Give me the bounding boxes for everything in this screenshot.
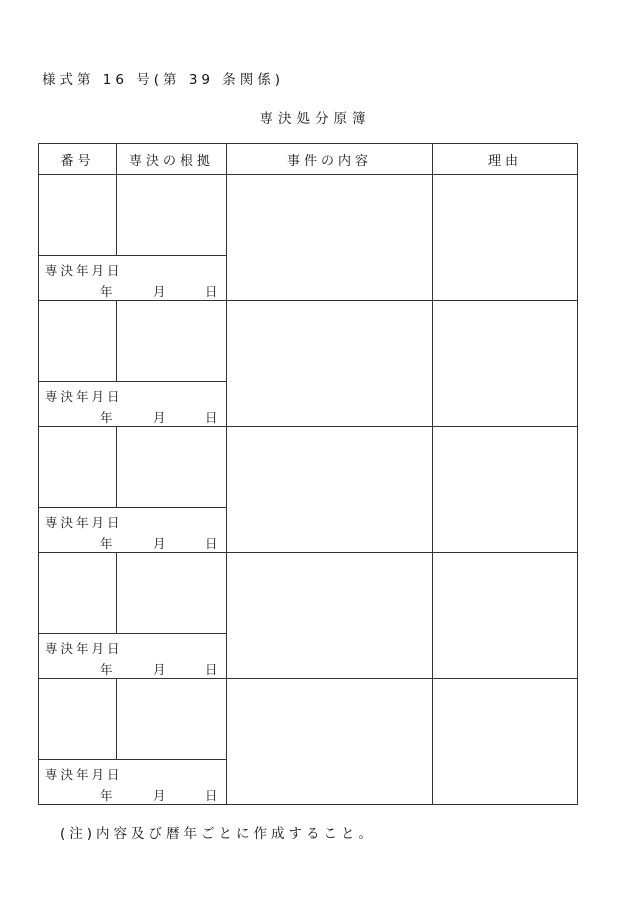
decision-date-label: 専決年月日	[45, 515, 123, 530]
content-cell[interactable]	[227, 175, 433, 301]
decision-date-cell[interactable]	[39, 508, 227, 553]
reason-cell[interactable]	[433, 301, 578, 427]
content-cell[interactable]	[227, 553, 433, 679]
content-cell[interactable]	[227, 427, 433, 553]
day-label: 日	[205, 536, 218, 551]
year-label: 年	[100, 410, 113, 425]
day-label: 日	[205, 662, 218, 677]
decision-date-cell[interactable]	[39, 760, 227, 805]
month-label: 月	[153, 410, 166, 425]
day-label: 日	[205, 284, 218, 299]
decision-date-label: 専決年月日	[45, 263, 123, 278]
header-content: 事件の内容	[227, 144, 433, 175]
table-row	[39, 175, 578, 256]
content-cell[interactable]	[227, 301, 433, 427]
day-label: 日	[205, 788, 218, 803]
form-number: 様式第 16 号(第 39 条関係)	[42, 72, 285, 88]
month-label: 月	[153, 788, 166, 803]
basis-cell[interactable]	[117, 553, 227, 634]
reason-cell[interactable]	[433, 553, 578, 679]
header-row	[39, 144, 578, 175]
table-row	[39, 679, 578, 760]
table-row	[39, 553, 578, 634]
header-reason: 理由	[433, 144, 578, 175]
table-row	[39, 301, 578, 382]
decision-date-cell[interactable]	[39, 382, 227, 427]
month-label: 月	[153, 536, 166, 551]
reason-cell[interactable]	[433, 679, 578, 805]
basis-cell[interactable]	[117, 175, 227, 256]
basis-cell[interactable]	[117, 427, 227, 508]
number-cell[interactable]	[39, 175, 117, 256]
number-cell[interactable]	[39, 301, 117, 382]
decision-date-label: 専決年月日	[45, 389, 123, 404]
number-cell[interactable]	[39, 679, 117, 760]
table-row	[39, 427, 578, 508]
month-label: 月	[153, 284, 166, 299]
reason-cell[interactable]	[433, 427, 578, 553]
document-title: 専決処分原簿	[259, 111, 371, 127]
year-label: 年	[100, 662, 113, 677]
decision-date-cell[interactable]	[39, 634, 227, 679]
month-label: 月	[153, 662, 166, 677]
number-cell[interactable]	[39, 553, 117, 634]
basis-cell[interactable]	[117, 679, 227, 760]
decision-date-label: 専決年月日	[45, 641, 123, 656]
content-cell[interactable]	[227, 679, 433, 805]
header-basis: 専決の根拠	[117, 144, 227, 175]
year-label: 年	[100, 284, 113, 299]
number-cell[interactable]	[39, 427, 117, 508]
reason-cell[interactable]	[433, 175, 578, 301]
basis-cell[interactable]	[117, 301, 227, 382]
ledger-table	[38, 143, 578, 805]
year-label: 年	[100, 536, 113, 551]
decision-date-label: 専決年月日	[45, 767, 123, 782]
header-number: 番号	[39, 144, 117, 175]
year-label: 年	[100, 788, 113, 803]
day-label: 日	[205, 410, 218, 425]
decision-date-cell[interactable]	[39, 256, 227, 301]
footnote: (注)内容及び暦年ごとに作成すること。	[60, 826, 377, 842]
